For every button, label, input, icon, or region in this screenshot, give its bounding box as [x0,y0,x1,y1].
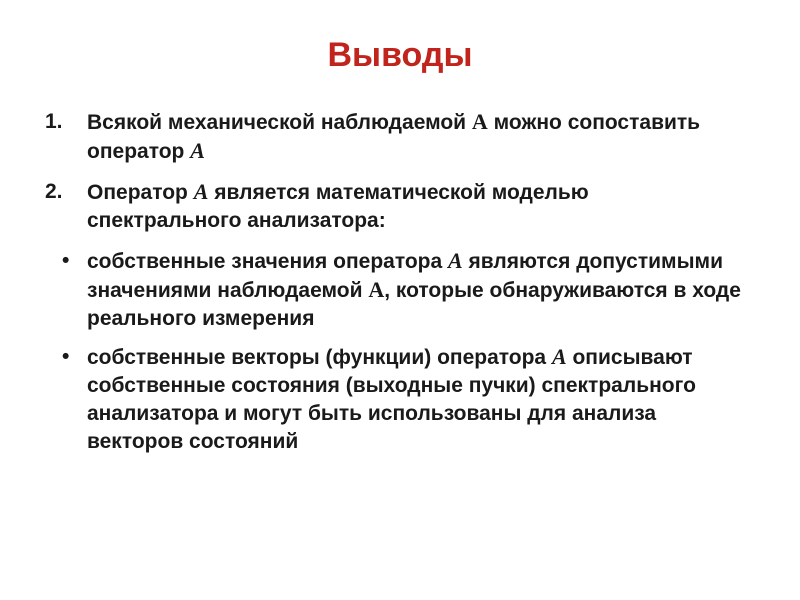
item-number: 2. [45,180,63,203]
bullet-text: являются допустимыми значениями наблюдаемой [87,250,723,302]
item-number: 1. [45,110,63,133]
operator-symbol: A [551,344,567,369]
operator-symbol: A [190,138,205,163]
bullet-text: собственные векторы (функции) оператора [87,346,552,369]
slide-content [45,108,745,466]
bullet-text: , которые обнаруживаются в ходе реального измерения [87,279,741,330]
operator-symbol: A [448,248,463,273]
conclusion-item-1 [45,108,745,166]
bullet-icon: • [62,345,70,368]
observable-symbol: A [368,277,385,302]
item-text: является математической моделью спектрального анализатора: [87,181,589,232]
bullet-text: описывают собственные состояния (выходные пучки) спектрального анализатора и могут быть использованы для анализа векторов состояний [87,346,696,453]
bullet-item-eigenvectors [45,343,745,456]
observable-symbol: A [471,109,488,134]
item-text: можно сопоставить оператор [87,111,701,163]
conclusion-item-2 [45,178,745,235]
item-text: Оператор [87,181,194,204]
bullet-item-eigenvalues [45,247,745,333]
bullet-icon: • [62,249,70,272]
item-text: Всякой механической наблюдаемой [87,111,472,134]
bullet-text: собственные значения оператора [87,250,448,273]
operator-symbol: A [193,179,209,204]
slide-title: Выводы [327,36,473,74]
